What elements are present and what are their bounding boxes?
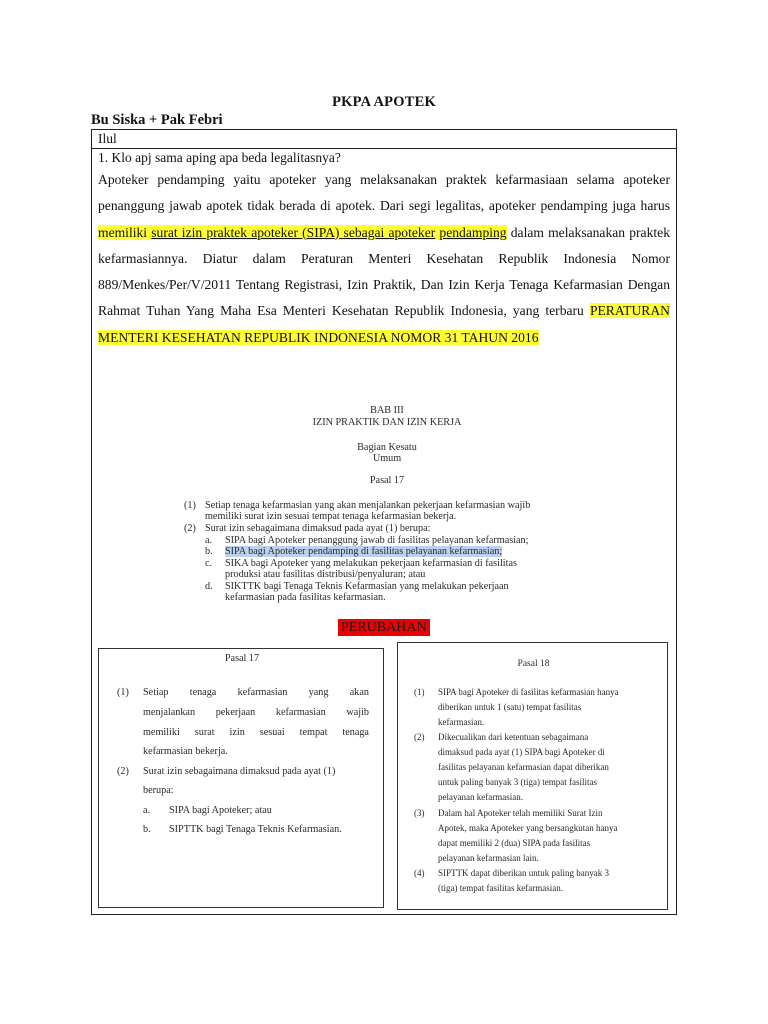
pasal-17-box: [98, 648, 384, 908]
ayat-1-line-2: memiliki surat izin sesuai tempat tenaga kefarmasian bekerja.: [205, 511, 457, 522]
document-title: PKPA APOTEK: [332, 94, 436, 110]
item-c-line-2: produksi atau fasilitas distribusi/penyaluran; atau: [225, 569, 426, 580]
p18-1-line-1: SIPA bagi Apoteker di fasilitas kefarmasian hanya: [438, 687, 619, 697]
p18-4-line-1: SIPTTK dapat diberikan untuk paling banyak 3: [438, 868, 609, 878]
p17-item-a: SIPA bagi Apoteker; atau: [169, 805, 272, 816]
item-letter: b.: [143, 824, 151, 835]
item-a: SIPA bagi Apoteker penanggung jawab di fasilitas pelayanan kefarmasian;: [225, 535, 529, 546]
box-title: Pasal 17: [224, 653, 260, 664]
p18-3-line-4: pelayanan kefarmasian lain.: [438, 853, 539, 863]
ayat-number: (4): [414, 868, 425, 878]
p17-line-6: berupa:: [143, 785, 174, 796]
ayat-number: (3): [414, 808, 425, 818]
umum-label: Umum: [372, 453, 402, 464]
p18-2-line-5: pelayanan kefarmasian.: [438, 792, 523, 802]
qa-table: [91, 129, 677, 915]
p18-1-line-3: kefarmasian.: [438, 717, 485, 727]
ayat-1-line-1: Setiap tenaga kefarmasian yang akan menjalankan pekerjaan kefarmasian wajib: [205, 500, 531, 511]
name-row: Ilul: [92, 130, 676, 149]
ayat-number: (2): [414, 732, 425, 742]
box-title: Pasal 18: [517, 659, 550, 669]
item-letter: b.: [205, 546, 213, 557]
p18-3-line-2: Apotek, maka Apoteker yang bersangkutan hanya: [438, 823, 618, 833]
perubahan-label: PERUBAHAN: [338, 619, 430, 636]
item-c-line-1: SIKA bagi Apoteker yang melakukan pekerjaan kefarmasian di fasilitas: [225, 558, 517, 569]
p17-line-3: memiliki surat izin sesuai tempat tenaga: [143, 727, 369, 738]
p17-line-5: Surat izin sebagaimana dimaksud pada ayat (1): [143, 766, 336, 777]
bab-iii-excerpt: [177, 398, 597, 623]
bab-title: IZIN PRAKTIK DAN IZIN KERJA: [312, 417, 462, 428]
bab-label: BAB III: [370, 405, 404, 416]
p17-line-2: menjalankan pekerjaan kefarmasian wajib: [143, 707, 369, 718]
p18-2-line-3: fasilitas pelayanan kefarmasian dapat diberikan: [438, 762, 609, 772]
ayat-number: (1): [184, 500, 196, 511]
ayat-number: (2): [117, 766, 129, 777]
item-letter: c.: [205, 558, 213, 569]
highlight-sipa: memiliki surat izin praktek apoteker (SIPA) sebagai apoteker pendamping: [98, 224, 507, 240]
bagian-label: Bagian Kesatu: [357, 442, 417, 453]
p17-line-1: Setiap tenaga kefarmasian yang akan: [143, 687, 369, 698]
p18-3-line-3: dapat memiliki 2 (dua) SIPA pada fasilitas: [438, 838, 591, 848]
item-letter: a.: [205, 535, 213, 546]
pasal-label: Pasal 17: [369, 475, 405, 486]
p18-4-line-2: (tiga) tempat fasilitas kefarmasian.: [438, 883, 563, 893]
p17-line-4: kefarmasian bekerja.: [143, 746, 228, 757]
answer-text-1: Apoteker pendamping yaitu apoteker yang melaksanakan praktek kefarmasiaan selama apoteker penanggung jawab apotek tidak berada di apotek. Dari segi legalitas, apoteker pendamping juga harus: [98, 172, 670, 214]
p18-2-line-2: dimaksud pada ayat (1) SIPA bagi Apoteker di: [438, 747, 605, 757]
p17-item-b: SIPTTK bagi Tenaga Teknis Kefarmasian.: [169, 824, 342, 835]
answer-text-2: dalam melaksanakan praktek kefarmasiannya. Diatur dalam Peraturan Menteri Kesehatan Republik Indonesia Nomor 889/Menkes/Per/V/2011 Tentang Registrasi, Izin Praktik, Dan Izin Kerja Tenaga Kefarmasian Dengan Rahmat Tuhan Yang Maha Esa Menteri Kesehatan Republik Indonesia, yang terbaru: [98, 224, 670, 319]
item-letter: a.: [143, 805, 151, 816]
p18-2-line-1: Dikecualikan dari ketentuan sebagaimana: [438, 732, 589, 742]
document-subtitle: Bu Siska + Pak Febri: [91, 112, 223, 128]
pasal-18-box: [397, 642, 668, 910]
item-d-line-1: SIKTTK bagi Tenaga Teknis Kefarmasian yang melakukan pekerjaan: [225, 581, 509, 592]
item-letter: d.: [205, 581, 213, 592]
ayat-number: (1): [414, 687, 425, 697]
p18-1-line-2: diberikan untuk 1 (satu) tempat fasilitas: [438, 702, 582, 712]
ayat-number: (1): [117, 687, 129, 698]
highlight-permenkes: PERATURAN MENTERI KESEHATAN REPUBLIK INDONESIA NOMOR 31 TAHUN 2016: [98, 303, 670, 345]
ayat-number: (2): [184, 523, 196, 534]
p18-2-line-4: untuk paling banyak 3 (tiga) tempat fasilitas: [438, 777, 597, 787]
ayat-2-line: Surat izin sebagaimana dimaksud pada ayat (1) berupa:: [205, 523, 431, 534]
item-d-line-2: kefarmasian pada fasilitas kefarmasian.: [225, 592, 386, 603]
answer-paragraph: [98, 167, 670, 351]
p18-3-line-1: Dalam hal Apoteker telah memiliki Surat Izin: [438, 808, 603, 818]
item-b-selected: SIPA bagi Apoteker pendamping di fasilitas pelayanan kefarmasian;: [225, 546, 503, 557]
question-text: 1. Klo apj sama aping apa beda legalitasnya?: [98, 150, 341, 165]
